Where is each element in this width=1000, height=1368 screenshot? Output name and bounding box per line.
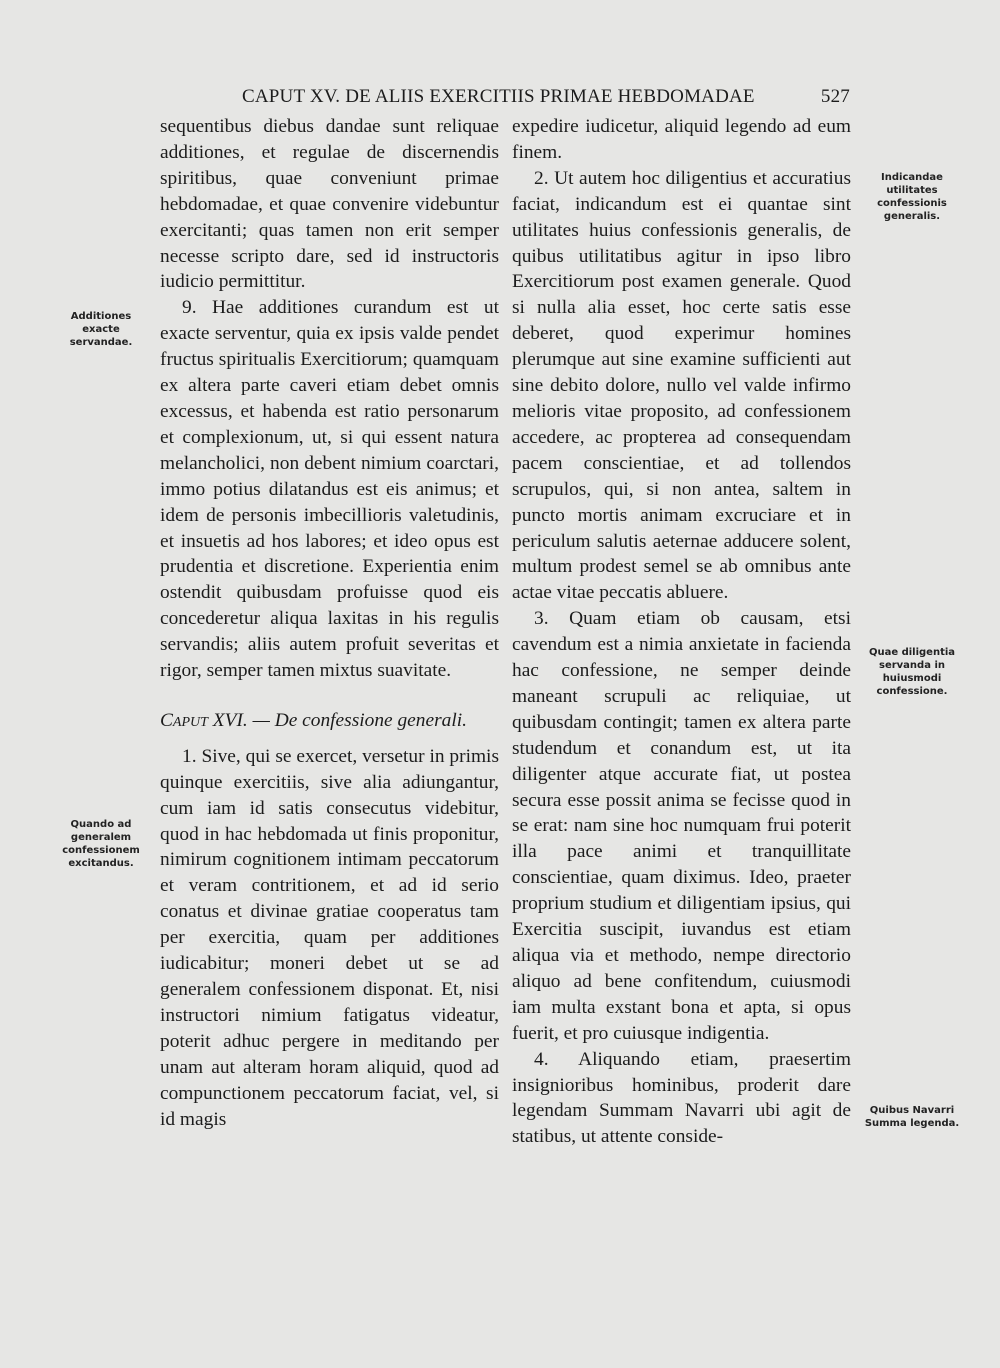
margin-note-quae-diligentia: Quae diligentia servanda in huiusmodi confessione. [868, 647, 956, 697]
paragraph: 2. Ut autem hoc diligentius et accuratius faciat, indicandum est ei quantae sint utilitates huius confessionis generalis, de quibus utilitatibus agitur in ipso libro Exercitiorum post examen generale. Quod si nulla alia esset, hoc certe satis esse deberet, quod experimur homines plerumque aut sine examine sufficienti aut sine debito dolore, nullo vel valde infirmo melioris vitae proposito, ad confessionem accedere, ac propterea ad consequendam pacem conscientiae, et ad tollendos scrupulos, qui, si non antea, saltem in puncto mortis animam excruciare et in periculum salutis aeternae adducere solent, multum prodest semel se ab omnibus ante actae vitae peccatis abluere. [512, 167, 851, 604]
page-header [160, 86, 850, 112]
paragraph: 4. Aliquando etiam, praesertim insignioribus hominibus, proderit dare legendam Summam Navarri ubi agit de statibus, ut attente conside- [512, 1048, 851, 1148]
chapter-heading [160, 708, 499, 734]
margin-note-indicandae: Indicandae utilitates confessionis generalis. [877, 172, 947, 222]
paragraph: expedire iudicetur, aliquid legendo ad eum finem. [512, 116, 851, 163]
paragraph: 3. Quam etiam ob causam, etsi cavendum est a nimia anxietate in facienda hac confessione, ne semper deinde maneant scrupuli ac reliquiae, ut quibusdam contingit; tamen ex altera parte studendum et conandum est, ut ita diligenter atque accurate fiat, ut postea secura esse possit anima se fecisse quod in se erat: nam sine hoc numquam frui poterit illa pace animi et tranquillitate conscientiae, quam diximus. Ideo, praeter proprium studium et diligentiam ipsius, qui Exercitia suscipit, iuvandus est etiam aliqua via et methodo, nempe directorio aliquo ad bene confitendum, cuiusmodi iam multa exstant bona et apta, si opus fuerit, et pro cuiusque indigentia. [512, 608, 851, 1044]
margin-note-quibus-navarri: Quibus Navarri Summa legenda. [864, 1105, 960, 1129]
paragraph: 1. Sive, qui se exercet, versetur in primis quinque exercitiis, sive alia adiungantur, cum iam id satis consecutus videbitur, quod in hac hebdomada ut finis proponitur, nimirum cognitionem intimam peccatorum et veram contritionem, et ad id serio conatus et divinae gratiae cooperatus tam per exercitia, quam per additiones iudicabitur; moneri debet ut se ad generalem confessionem disponat. Et, nisi instructori nimium fatigatus videatur, poterit adhuc pergere in meditando per unam aut alteram horam aliquid, quod ad compunctionem peccatorum faciat, vel, si id magis [160, 745, 499, 1130]
right-text-column [512, 114, 851, 1150]
page-number: 527 [820, 86, 850, 107]
chapter-title: — De confessione generali. [247, 709, 467, 731]
margin-note-quando: Quando ad generalem confessionem excitandus. [62, 819, 140, 869]
chapter-number: Caput XVI. [160, 709, 248, 731]
paragraph: sequentibus diebus dandae sunt reliquae additiones, et regulae de discernendis spiritibus, quae conveniunt primae hebdomadae, et quae convenire videbuntur exercitanti; quas tamen non erit semper necesse scripto dare, sed id instructoris iudicio permittitur. [160, 116, 499, 293]
margin-note-additiones: Additiones exacte servandae. [69, 311, 133, 348]
left-text-column [160, 114, 499, 1132]
paragraph: 9. Hae additiones curandum est ut exacte serventur, quia ex ipsis valde pendet fructus spiritualis Exercitiorum; quamquam ex altera parte caveri etiam debet omnis excessus, et habenda est ratio personarum et complexionum, ut, si qui essent natura melancholici, non debent nimium coarctari, immo potius dilatandus est eis animus; et idem de personis imbecillioris valetudinis, et insuetis ad hos labores; et ideo opus est prudentia et discretione. Experientia enim ostendit quibusdam profuisse quod eis concederetur aliqua laxitas in his regulis servandis; aliis autem profuit severitas et rigor, semper tamen mixtus suavitate. [160, 297, 499, 682]
running-title: CAPUT XV. DE ALIIS EXERCITIIS PRIMAE HEBDOMADAE [242, 86, 755, 107]
